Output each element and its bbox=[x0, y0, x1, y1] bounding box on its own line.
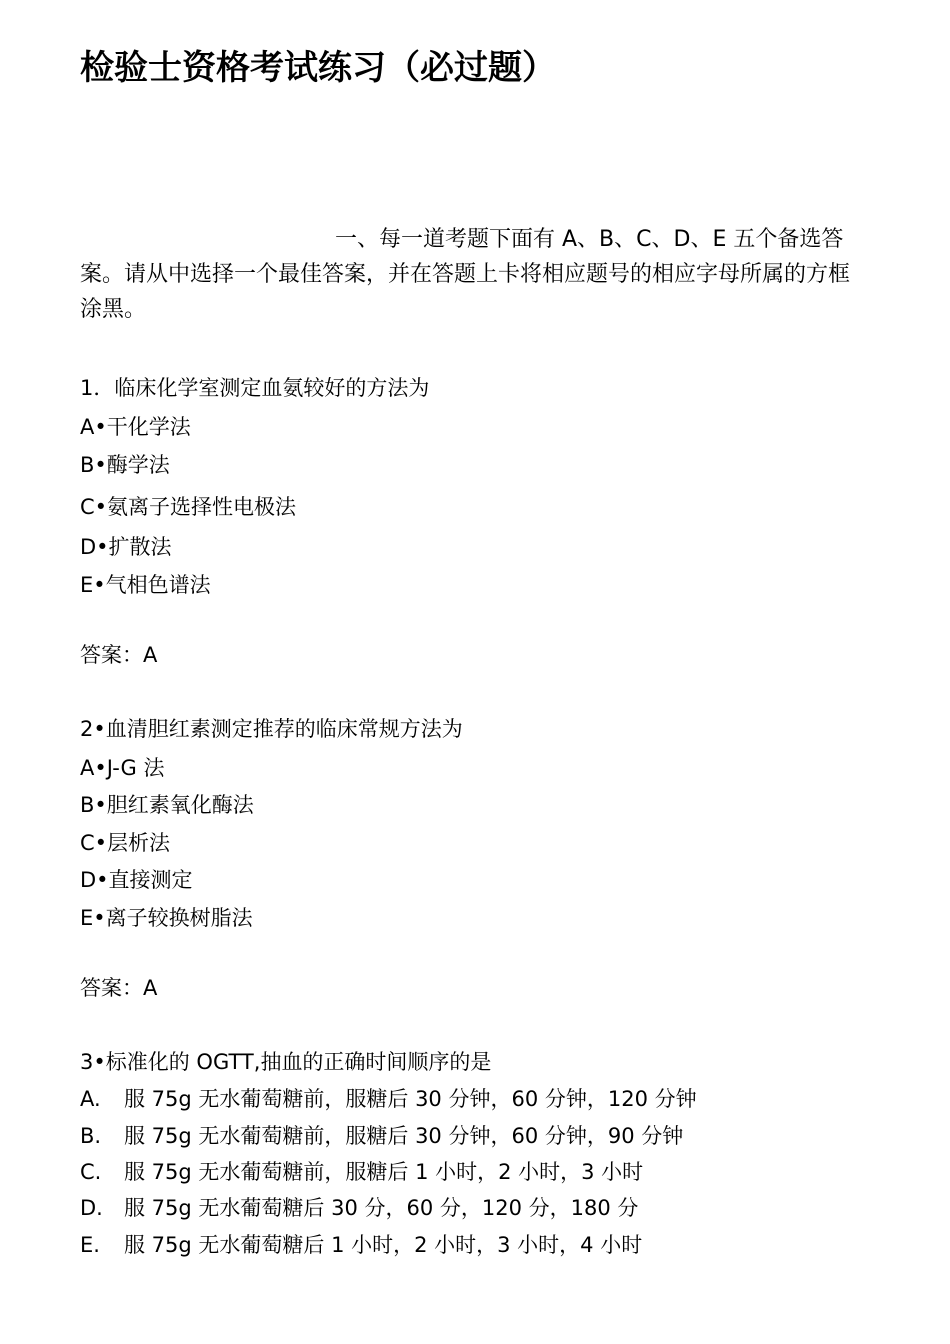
page-title: 检验士资格考试练习（必过题） bbox=[80, 48, 556, 88]
option-text: 服 75g 无水葡萄糖前，服糖后 1 小时，2 小时，3 小时 bbox=[124, 1160, 644, 1184]
option-text: 服 75g 无水葡萄糖前，服糖后 30 分钟，60 分钟，90 分钟 bbox=[124, 1124, 684, 1148]
option-letter: B. bbox=[80, 1124, 102, 1148]
option-letter: C. bbox=[80, 1160, 102, 1184]
question-3-option-d bbox=[80, 1192, 638, 1222]
option-letter: D. bbox=[80, 1196, 103, 1220]
instructions-paragraph bbox=[80, 222, 870, 327]
question-2-stem: 2•血清胆红素测定推荐的临床常规方法为 bbox=[80, 717, 463, 741]
question-1-option-a: A•干化学法 bbox=[80, 415, 191, 439]
question-2-option-c: C•层析法 bbox=[80, 831, 171, 855]
question-1-option-c: C•氨离子选择性电极法 bbox=[80, 495, 297, 519]
question-3-option-e bbox=[80, 1229, 642, 1259]
option-letter: E. bbox=[80, 1233, 100, 1257]
question-3-option-b bbox=[80, 1120, 683, 1150]
question-3-option-c bbox=[80, 1156, 643, 1186]
instructions-text: 一、每一道考题下面有 A、B、C、D、E 五个备选答案。请从中选择一个最佳答案，并在答题上卡将相应题号的相应字母所属的方框涂黑。 bbox=[80, 227, 851, 322]
question-1-option-d: D•扩散法 bbox=[80, 535, 172, 559]
question-2-option-a: A•J-G 法 bbox=[80, 756, 165, 780]
question-2-option-d: D•直接测定 bbox=[80, 868, 193, 892]
question-3-stem: 3•标准化的 OGTT,抽血的正确时间顺序的是 bbox=[80, 1050, 492, 1074]
option-text: 服 75g 无水葡萄糖后 30 分，60 分，120 分，180 分 bbox=[124, 1196, 639, 1220]
question-2-option-e: E•离子较换树脂法 bbox=[80, 906, 253, 930]
question-2-option-b: B•胆红素氧化酶法 bbox=[80, 793, 254, 817]
option-letter: A. bbox=[80, 1087, 101, 1111]
question-1-stem: 1．临床化学室测定血氨较好的方法为 bbox=[80, 376, 430, 400]
question-3-option-a bbox=[80, 1083, 697, 1113]
question-1-answer: 答案：A bbox=[80, 643, 158, 667]
option-text: 服 75g 无水葡萄糖后 1 小时，2 小时，3 小时，4 小时 bbox=[124, 1233, 643, 1257]
question-2-answer: 答案：A bbox=[80, 976, 158, 1000]
question-1-option-b: B•酶学法 bbox=[80, 453, 170, 477]
question-1-option-e: E•气相色谱法 bbox=[80, 573, 211, 597]
option-text: 服 75g 无水葡萄糖前，服糖后 30 分钟，60 分钟，120 分钟 bbox=[124, 1087, 697, 1111]
